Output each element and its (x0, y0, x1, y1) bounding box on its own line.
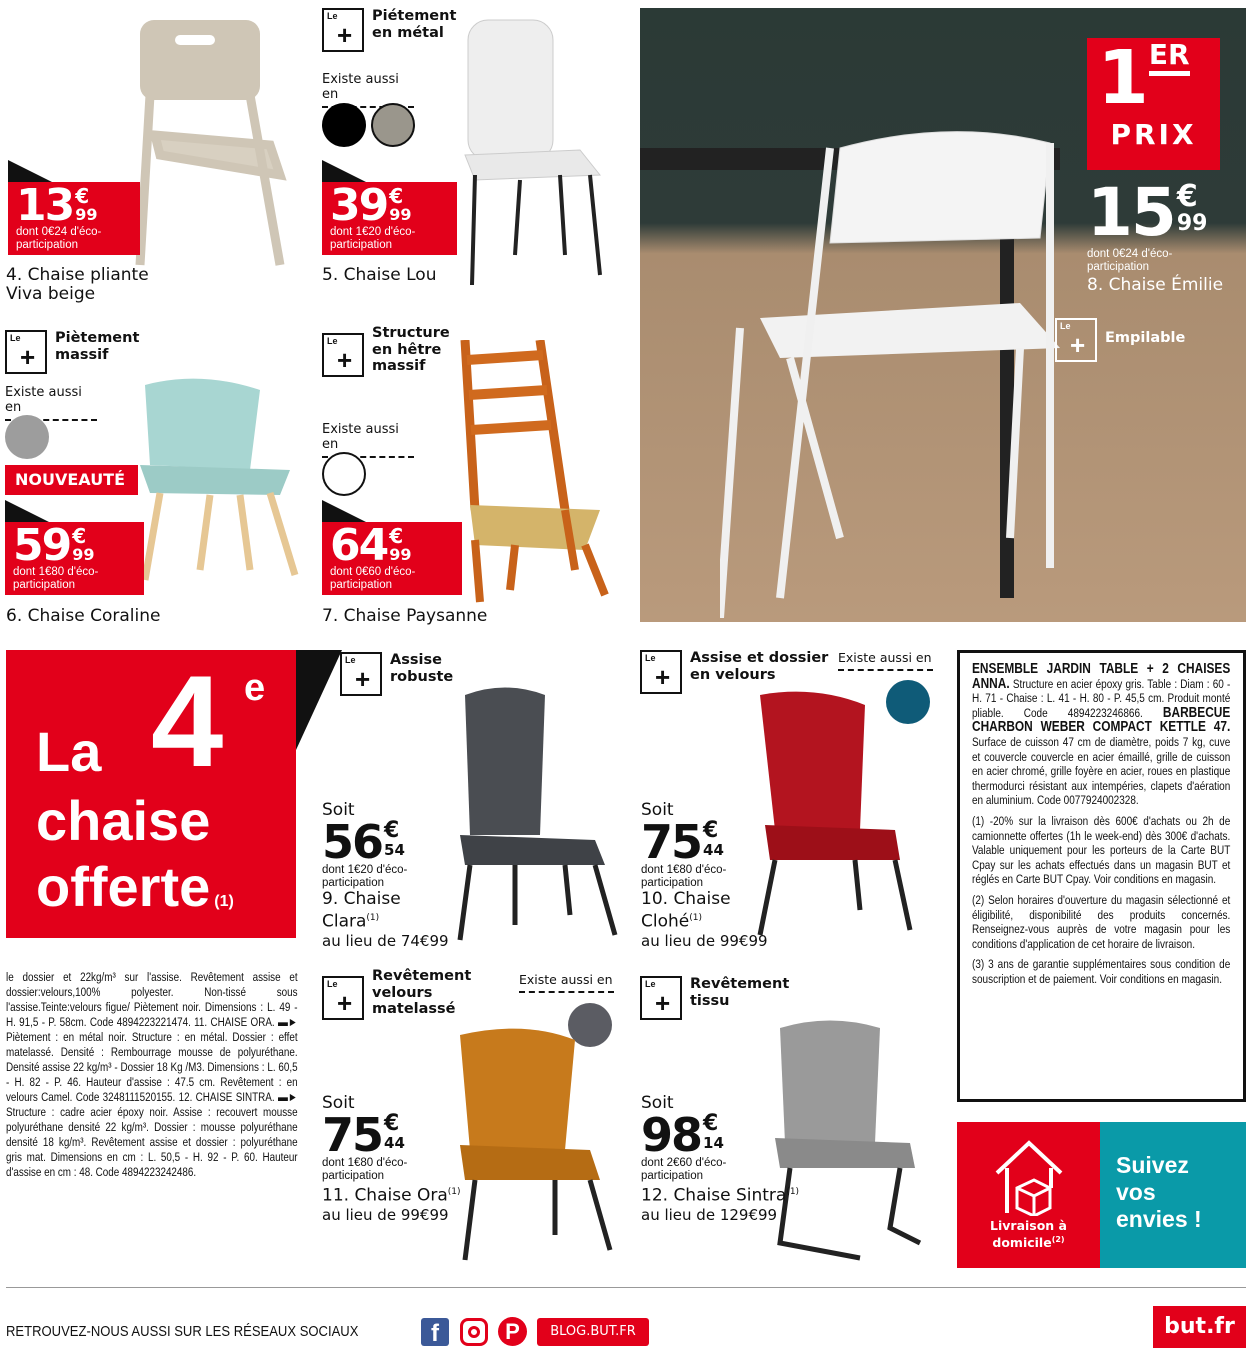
price-int: 75 (641, 815, 702, 869)
delivery-block[interactable] (957, 1122, 1100, 1268)
currency: € (703, 1111, 719, 1136)
price-dec: 14 (703, 1134, 724, 1152)
follow-block[interactable]: Suivez vos envies ! (1100, 1122, 1246, 1268)
badge-text: Piètement massif (55, 330, 140, 363)
eco-participation: dont 0€60 d'éco-participation (330, 566, 416, 591)
promo-sup: e (244, 667, 266, 709)
first-price-badge (1087, 35, 1220, 170)
le-plus-badge (322, 8, 472, 52)
delivery-note: (2) (1051, 1235, 1065, 1244)
product-name[interactable]: 7. Chaise Paysanne (322, 606, 488, 626)
offer-9 (322, 800, 449, 951)
product-name[interactable]: 12. Chaise Sintra (641, 1185, 787, 1206)
le-plus-icon: Le + (322, 333, 364, 377)
badge-text: Assise robuste (390, 652, 454, 685)
description-box (957, 650, 1246, 1102)
price-dec: 99 (389, 205, 412, 224)
offer-11 (322, 1093, 460, 1225)
pinterest-icon[interactable]: P (498, 1317, 527, 1346)
product-name[interactable]: 10. Chaise Clohé (641, 889, 731, 932)
promo-offerte: offerte (36, 855, 211, 918)
currency: € (384, 818, 400, 843)
badge-text: Structure en hêtre massif (372, 325, 450, 374)
le-plus-icon: Le + (340, 652, 382, 696)
badge-text: Revêtement tissu (690, 976, 790, 1009)
product-name[interactable]: 4. Chaise pliante Viva beige (6, 265, 149, 304)
existe-label: Existe aussi en (322, 72, 414, 108)
price-tag (8, 182, 140, 255)
price-dec: 44 (384, 1134, 405, 1152)
description-left: le dossier et 22kg/m³ sur l'assise. Revêtement assise et dossier:velours,100% polyester. Non-tissé sous l'assise.Teinte:velours figue/ Piètement noir. Dimensions : L. 49 - H. 91,5 - P. 58cm. Code 4894223221474. 11. CHAISE ORA. ▬► Piètement : en métal noir. Structure : en métal. Dossier : effet matelassé. Densité : Rembourrage mousse de polyuréthane. Densité assise 22 kg/m³ - Dossier 18 Kg /M3. Dimensions : L. 60,5 - H. 82 - P. 46. Hauteur d'assise : 47.5 cm. Revêtement : en velours Camel. Code 3248111520155. 12. CHAISE SINTRA. ▬► Structure : cadre acier époxy noir. Assise : recouvert mousse polyuréthane densité 22 kg/m³. Dossier : mousse polyuréthane densité 18 kg/m³. Revêtement assise et dossier : polyuréthane gris mat. Dimensions en cm : L. 50,5 - H. 92 - P. 60. Hauteur d'assise en cm : 48. Code 4894223242486. (6, 970, 298, 1179)
desc-title-2: BARBECUE CHARBON WEBER COMPACT KETTLE 47. (972, 704, 1231, 736)
le-plus-badge (1055, 318, 1185, 362)
soit-label: Soit (641, 800, 674, 820)
product-name[interactable]: 9. Chaise Clara (322, 889, 401, 932)
promo-la: La (36, 720, 102, 783)
product-name[interactable]: 11. Chaise Ora (322, 1185, 448, 1206)
product-name[interactable]: 8. Chaise Émilie (1087, 275, 1224, 295)
existe-label: Existe aussi en (838, 650, 933, 671)
note-ref: (1) (447, 1187, 461, 1197)
soit-label: Soit (322, 800, 355, 820)
price-tag (5, 522, 144, 595)
le-plus-icon: Le + (322, 8, 364, 52)
eco-participation: dont 2€60 d'éco-participation (641, 1157, 727, 1182)
price-int: 13 (16, 180, 74, 231)
chaise-pliante-image (130, 15, 295, 275)
existe-label: Existe aussi en (519, 972, 614, 993)
facebook-icon[interactable]: f (421, 1318, 449, 1346)
badge-text: Empilable (1105, 330, 1186, 346)
le-plus-icon: Le + (1055, 318, 1097, 362)
product-name[interactable]: 6. Chaise Coraline (6, 606, 161, 626)
variant-black[interactable] (322, 103, 366, 147)
old-price: au lieu de 99€99 (322, 1205, 449, 1224)
le-plus-badge (340, 652, 470, 696)
le-plus-icon: Le + (640, 976, 682, 1020)
badge-text: Piétement en métal (372, 8, 457, 41)
currency: € (703, 818, 719, 843)
price-dec: 99 (75, 205, 98, 224)
chaise-coraline-image (140, 375, 300, 585)
currency: € (389, 524, 404, 548)
price-tag (322, 522, 462, 595)
offer-10 (641, 800, 768, 951)
price-dec: 99 (72, 545, 95, 564)
badge-text: Assise et dossier en velours (690, 650, 829, 683)
price-int: 15 (1087, 174, 1175, 251)
desc-text-1: Structure en acier époxy gris. Table : Diam : 60 - H. 71 - Chaise : L. 41 - H. 80 - P. 45,5 cm. Produit monté pliable. Code 4894223246866. (972, 676, 1231, 720)
chaise-clohe-image (755, 690, 915, 940)
currency: € (389, 184, 404, 208)
old-price: au lieu de 74€99 (322, 931, 449, 950)
footer-divider (6, 1287, 1246, 1288)
note-3: (3) 3 ans de garantie supplémentaires sous condition de souscription et de paiement. Voir conditions en magasin. (972, 957, 1231, 986)
delivery-label: Livraison à domicile (990, 1218, 1067, 1251)
promo-chaise: chaise (36, 789, 211, 852)
house-box-icon (992, 1138, 1066, 1216)
chaise-lou-image (460, 15, 610, 285)
desc-text-2: Surface de cuisson 47 cm de diamètre, poids 7 kg, cuve et couvercle couvercle en acier émaillé, grille de cuisson en acier chromé, grille foyère en acier, roues en plastique thermodurci résistant aux intempéries, clapets d'aération en aluminium. Code 0077924002328. (972, 734, 1231, 808)
price-dec: 99 (389, 545, 412, 564)
eco-participation: dont 1€80 d'éco-participation (322, 1157, 408, 1182)
first-sup: ER (1149, 38, 1190, 76)
footer-text: RETROUVEZ-NOUS AUSSI SUR LES RÉSEAUX SOCIAUX (6, 1324, 359, 1340)
badge-text: Revêtement velours matelassé (372, 968, 472, 1017)
note-ref: (1) (689, 913, 702, 923)
price-int: 98 (641, 1108, 702, 1162)
desc-title-1: ENSEMBLE JARDIN TABLE + 2 CHAISES ANNA. (972, 661, 1231, 692)
offer-12 (641, 1093, 799, 1225)
product-name[interactable]: 5. Chaise Lou (322, 265, 437, 285)
variant-grey[interactable] (371, 103, 415, 147)
promo-number: 4 (151, 648, 224, 794)
currency: € (75, 184, 90, 208)
promo-note: (1) (214, 893, 234, 910)
soit-label: Soit (641, 1093, 674, 1113)
le-plus-badge (322, 325, 472, 377)
note-2: (2) Selon horaires d'ouverture du magasin sélectionné et éligibilité, disponibilité des produits concernés. Renseignez-vous auprès de votre magasin pour les conditions d'application de cet horaire de livraison. (972, 892, 1231, 951)
price-dec: 54 (384, 841, 405, 859)
blog-link[interactable]: BLOG.BUT.FR (537, 1318, 649, 1346)
price-int: 56 (322, 815, 383, 869)
price-int: 59 (13, 520, 71, 571)
existe-label: Existe aussi en (5, 385, 97, 421)
first-number: 1 (1097, 35, 1149, 121)
promo-offerte-line (36, 856, 234, 933)
instagram-icon[interactable] (460, 1318, 488, 1346)
chaise-ora-image (455, 1025, 620, 1265)
price-int: 64 (330, 520, 388, 571)
note-ref: (1) (366, 913, 380, 923)
eco-participation: dont 1€20 d'éco-participation (330, 226, 416, 251)
le-plus-badge (640, 650, 830, 694)
currency: € (1176, 179, 1198, 214)
le-plus-badge (322, 968, 472, 1020)
promo-triangle (296, 650, 342, 750)
but-logo[interactable]: but.fr (1153, 1306, 1246, 1348)
currency: € (72, 524, 87, 548)
price-int: 75 (322, 1108, 383, 1162)
price-tag (322, 182, 457, 255)
eco-participation: dont 1€80 d'éco-participation (13, 566, 99, 591)
existe-label: Existe aussi en (322, 422, 414, 458)
le-plus-icon: Le + (5, 330, 47, 374)
old-price: au lieu de 129€99 (641, 1205, 778, 1224)
le-plus-icon: Le + (322, 976, 364, 1020)
le-plus-icon: Le + (640, 650, 682, 694)
price-dec: 44 (703, 841, 724, 859)
chaise-emilie-image (720, 118, 1100, 618)
note-ref: (1) (786, 1187, 800, 1197)
eco-participation: dont 0€24 d'éco-participation (1087, 248, 1173, 273)
note-1: (1) -20% sur la livraison dès 600€ d'achats ou 2h de camionnette offertes (1h le week-end) dès 300€ d'achats. Valable uniquement pour les porteurs de la Carte BUT Cpay sur les achats effectués dans un magasin BUT et réglés en Carte BUT Cpay. Voir conditions en magasin. (972, 813, 1231, 887)
variant-grey[interactable] (5, 415, 49, 459)
chaise-clara-image (455, 685, 625, 945)
new-label: NOUVEAUTÉ (5, 465, 138, 495)
old-price: au lieu de 99€99 (641, 931, 768, 950)
currency: € (384, 1111, 400, 1136)
price-dec: 99 (1176, 211, 1208, 236)
le-plus-badge (640, 976, 790, 1020)
promo-4e-chaise (6, 650, 296, 938)
hero-price (1087, 174, 1224, 295)
eco-participation: dont 0€24 d'éco-participation (16, 226, 102, 251)
le-plus-badge (5, 330, 155, 374)
price-int: 39 (330, 180, 388, 231)
eco-participation: dont 1€80 d'éco-participation (641, 864, 727, 889)
prix-label: PRIX (1110, 118, 1197, 151)
eco-participation: dont 1€20 d'éco-participation (322, 864, 408, 889)
chaise-paysanne-image (455, 340, 615, 605)
variant-white[interactable] (322, 452, 366, 496)
soit-label: Soit (322, 1093, 355, 1113)
